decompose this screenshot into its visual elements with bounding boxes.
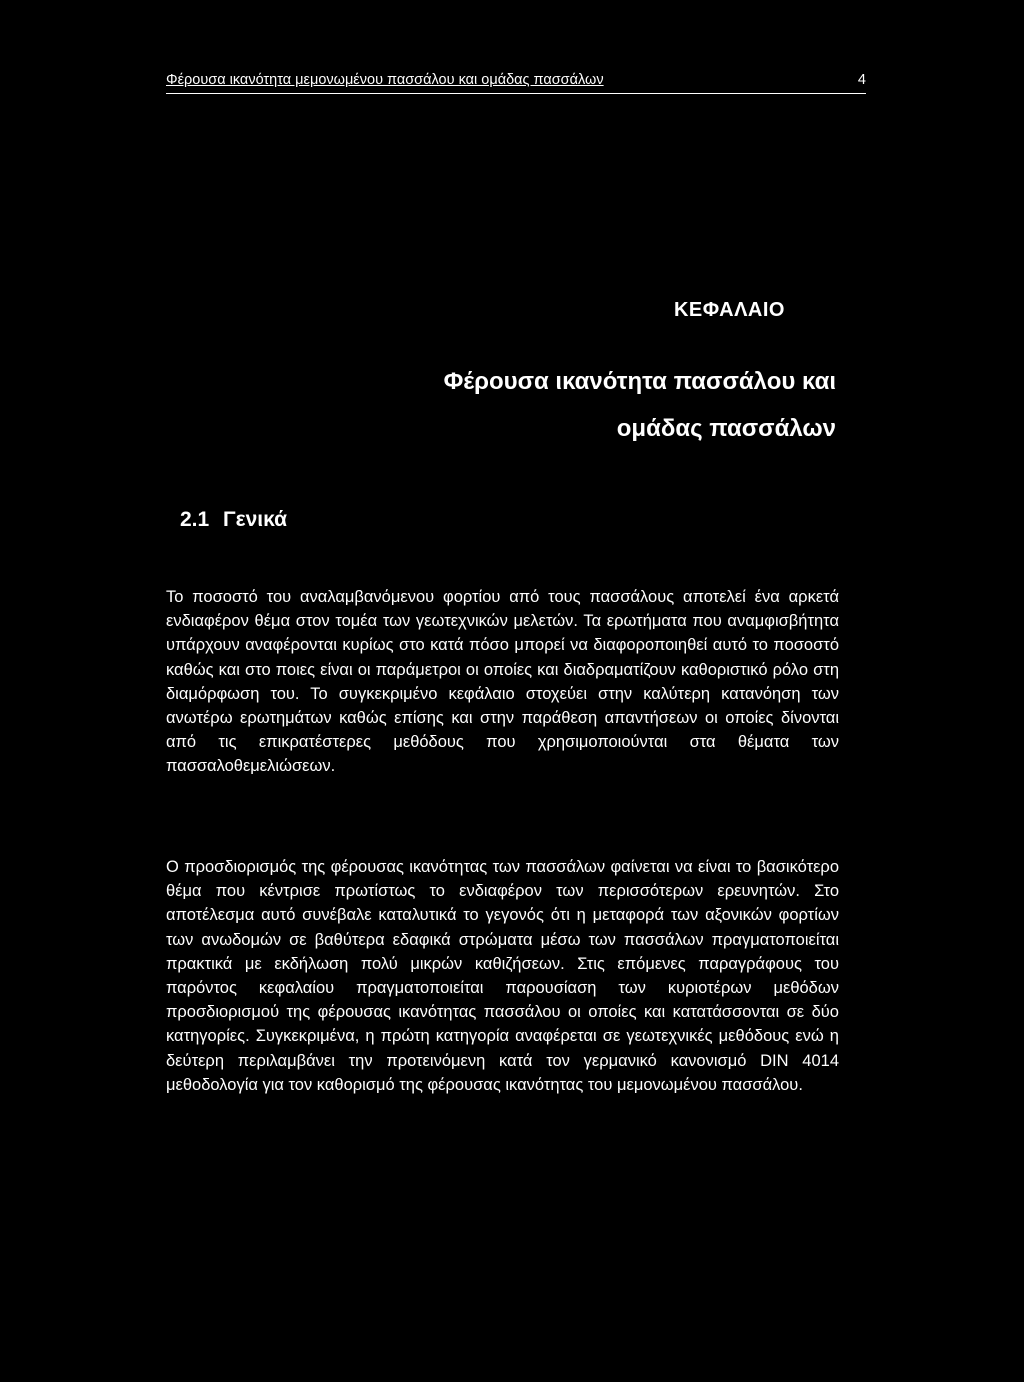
chapter-label: ΚΕΦΑΛΑΙΟ <box>673 299 785 321</box>
page-number: 4 <box>857 72 866 88</box>
section-heading: 2.1 Γενικά <box>180 508 288 531</box>
chapter-title <box>376 358 836 452</box>
running-header-title: Φέρουσα ικανότητα μεμονωμένου πασσάλου και ομάδας πασσάλων <box>166 72 604 88</box>
chapter-title-line-1: Φέρουσα ικανότητα πασσάλου και <box>443 368 836 395</box>
chapter-title-line-2: ομάδας πασσάλων <box>616 415 836 442</box>
body-paragraph-2: Ο προσδιορισμός της φέρουσας ικανότητας των πασσάλων φαίνεται να είναι το βασικότερο θέμα που κέντρισε πρωτίστως το ενδιαφέρον των περισσότερων ερευνητών. Στο αποτέλεσμα αυτό συνέβαλε καταλυτικά το γεγονός ότι η μεταφορά των αξονικών φορτίων των ανωδομών σε βαθύτερα εδαφικά στρώματα μέσω των πασσάλων πραγματοποιείται πρακτικά με εκδήλωση πολύ μικρών καθιζήσεων. Στις επόμενες παραγράφους του παρόντος κεφαλαίου πραγματοποιείται παρουσίαση των κυριοτέρων μεθόδων προσδιορισμού της φέρουσας ικανότητας πασσάλου οι οποίες και κατατάσσονται σε δύο κατηγορίες. Συγκεκριμένα, η πρώτη κατηγορία αναφέρεται σε γεωτεχνικές μεθόδους ενώ η δεύτερη περιλαμβάνει την προτεινόμενη κατά τον γερμανικό κανονισμό DIN 4014 μεθοδολογία για τον καθορισμό της φέρουσας ικανότητας του μεμονωμένου πασσάλου. <box>166 858 839 1094</box>
running-header <box>166 71 866 94</box>
body-paragraph-1: Το ποσοστό του αναλαμβανόμενου φορτίου από τους πασσάλους αποτελεί ένα αρκετά ενδιαφέρον θέμα στον τομέα των γεωτεχνικών μελετών. Τα ερωτήματα που αναμφισβήτητα υπάρχουν αναφέρονται κυρίως στο κατά πόσο μπορεί να διαφοροποιηθεί αυτό το ποσοστό καθώς και στο ποιες είναι οι παράμετροι οι οποίες και διαδραματίζουν καθοριστικό ρόλο στη διαμόρφωση του. Το συγκεκριμένο κεφάλαιο στοχεύει στην καλύτερη κατανόηση των ανωτέρω ερωτημάτων καθώς επίσης και στην παράθεση απαντήσεων οι οποίες δίνονται από τις επικρατέστερες μεθόδους που χρησιμοποιούνται στα θέματα των πασσαλοθεμελιώσεων. <box>166 588 839 776</box>
